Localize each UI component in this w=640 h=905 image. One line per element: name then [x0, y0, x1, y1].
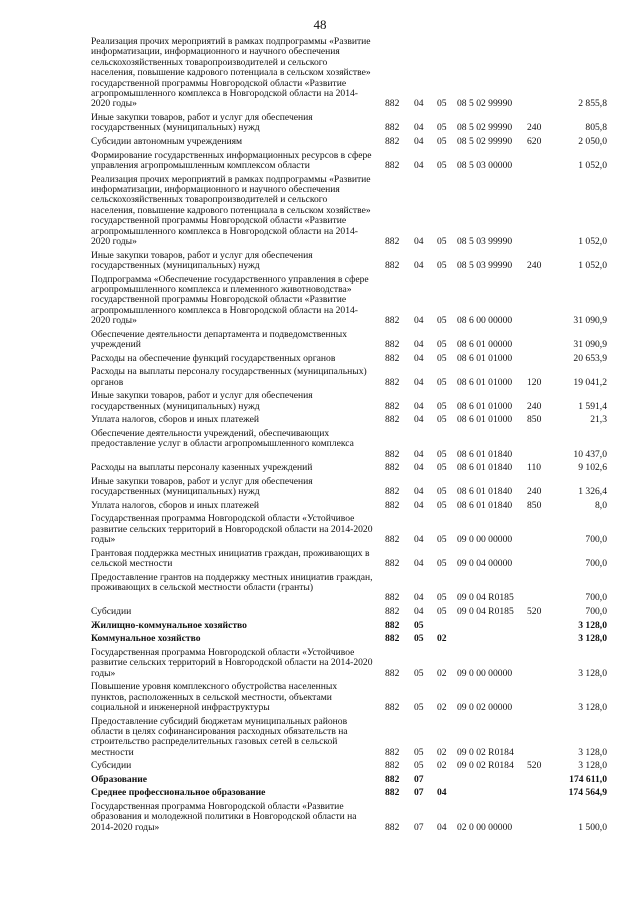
row-target-article: 08 6 01 01840 [457, 499, 513, 511]
row-section-code: 05 [414, 619, 424, 631]
table-row [0, 501, 640, 511]
table-row [0, 477, 640, 498]
row-section-code: 04 [414, 235, 424, 247]
row-expense-type: 240 [527, 486, 542, 498]
row-subsection-code: 02 [437, 701, 447, 713]
row-target-article: 08 5 02 99990 [457, 122, 513, 134]
row-description: Грантовая поддержка местных инициатив граждан, проживающих в сельской местности [91, 547, 370, 570]
table-row [0, 761, 640, 771]
row-description: Формирование государственных информационных ресурсов в сфере управления агропромышленным комплексом области [91, 149, 372, 171]
row-amount: 1 052,0 [578, 259, 607, 271]
row-description: Обеспечение деятельности департамента и подведомственных учреждений [91, 328, 348, 351]
row-amount: 3 128,0 [578, 667, 607, 679]
row-target-article: 09 0 02 R0184 [457, 760, 514, 772]
row-description: Государственная программа Новгородской области «Устойчивое развитие сельских территорий в Новгородской области на 2014-2020 годы» [91, 513, 373, 546]
row-target-article: 08 6 01 01840 [457, 462, 513, 474]
row-section-code: 04 [414, 400, 424, 412]
row-description: Подпрограмма «Обеспечение государственного управления в сфере агропромышленного комплекса и племенного животноводства» государственной программы Новгородской области «Развитие агропромышленного комплекса в Новгородской области на 2014-2020 годы» [91, 273, 369, 327]
row-amount: 2 050,0 [578, 135, 607, 147]
row-department-code: 882 [385, 667, 400, 679]
row-description: Субсидии [91, 760, 132, 772]
row-target-article: 08 6 01 01840 [457, 448, 513, 460]
row-department-code: 882 [385, 558, 400, 570]
row-department-code: 882 [385, 448, 400, 460]
row-section-code: 04 [414, 376, 424, 388]
row-subsection-code: 05 [437, 235, 447, 247]
row-description: Предоставление грантов на поддержку местных инициатив граждан, проживающих в сельской местности области (гранты) [91, 571, 373, 594]
row-subsection-code: 05 [437, 606, 447, 618]
row-expense-type: 850 [527, 499, 542, 511]
row-amount: 9 102,6 [578, 462, 607, 474]
row-section-code: 04 [414, 352, 424, 364]
row-department-code: 882 [385, 821, 400, 833]
table-row [0, 573, 640, 604]
row-description: Среднее профессиональное образование [91, 787, 266, 799]
row-subsection-code: 05 [437, 558, 447, 570]
table-row [0, 775, 640, 785]
row-description: Расходы на выплаты персоналу казенных учреждений [91, 462, 313, 474]
row-department-code: 882 [385, 135, 400, 147]
row-subsection-code: 05 [437, 352, 447, 364]
row-section-code: 04 [414, 414, 424, 426]
row-amount: 8,0 [595, 499, 607, 511]
row-amount: 31 090,9 [573, 339, 607, 351]
row-amount: 21,3 [590, 414, 607, 426]
row-amount: 19 041,2 [573, 376, 607, 388]
row-department-code: 882 [385, 462, 400, 474]
row-section-code: 05 [414, 633, 424, 645]
table-row [0, 175, 640, 248]
row-amount: 805,8 [585, 122, 607, 134]
table-row [0, 717, 640, 759]
budget-table [0, 37, 640, 836]
row-amount: 700,0 [585, 534, 607, 546]
row-target-article: 08 6 01 01000 [457, 400, 513, 412]
table-row [0, 514, 640, 545]
row-section-code: 04 [414, 135, 424, 147]
row-subsection-code: 05 [437, 414, 447, 426]
table-row [0, 802, 640, 833]
table-row [0, 330, 640, 351]
row-department-code: 882 [385, 315, 400, 327]
row-expense-type: 620 [527, 135, 542, 147]
row-section-code: 05 [414, 701, 424, 713]
row-amount: 3 128,0 [578, 760, 607, 772]
row-description: Расходы на обеспечение функций государственных органов [91, 352, 336, 364]
row-target-article: 02 0 00 00000 [457, 821, 513, 833]
row-section-code: 04 [414, 592, 424, 604]
row-department-code: 882 [385, 259, 400, 271]
row-subsection-code: 05 [437, 499, 447, 511]
table-row [0, 788, 640, 798]
row-amount: 174 611,0 [569, 773, 607, 785]
row-subsection-code: 05 [437, 400, 447, 412]
row-section-code: 05 [414, 667, 424, 679]
row-subsection-code: 05 [437, 259, 447, 271]
row-expense-type: 240 [527, 122, 542, 134]
table-row [0, 354, 640, 364]
row-amount: 2 855,8 [578, 98, 607, 110]
row-description: Иные закупки товаров, работ и услуг для обеспечения государственных (муниципальных) нужд [91, 475, 313, 498]
row-amount: 3 128,0 [578, 701, 607, 713]
row-department-code: 882 [385, 633, 400, 645]
row-department-code: 882 [385, 352, 400, 364]
table-row [0, 151, 640, 172]
row-subsection-code: 05 [437, 486, 447, 498]
table-row [0, 621, 640, 631]
row-expense-type: 110 [527, 462, 542, 474]
row-amount: 3 128,0 [578, 619, 607, 631]
row-target-article: 08 6 01 01000 [457, 414, 513, 426]
row-expense-type: 850 [527, 414, 542, 426]
table-row [0, 113, 640, 134]
row-target-article: 09 0 02 00000 [457, 701, 513, 713]
row-department-code: 882 [385, 499, 400, 511]
row-subsection-code: 05 [437, 159, 447, 171]
row-section-code: 04 [414, 159, 424, 171]
row-description: Расходы на выплаты персоналу государственных (муниципальных) органов [91, 366, 367, 388]
row-section-code: 04 [414, 448, 424, 460]
row-amount: 1 052,0 [578, 159, 607, 171]
row-department-code: 882 [385, 122, 400, 134]
row-section-code: 04 [414, 486, 424, 498]
row-subsection-code: 05 [437, 135, 447, 147]
row-expense-type: 120 [527, 376, 542, 388]
row-subsection-code: 05 [437, 339, 447, 351]
row-target-article: 09 0 02 R0184 [457, 746, 514, 758]
row-section-code: 04 [414, 339, 424, 351]
row-target-article: 09 0 04 00000 [457, 558, 513, 570]
row-expense-type: 240 [527, 400, 542, 412]
row-description: Иные закупки товаров, работ и услуг для обеспечения государственных (муниципальных) нужд [91, 249, 313, 271]
row-description: Государственная программа Новгородской области «Развитие образования и молодежной политики в Новгородской области на 2014-2020 годы» [91, 801, 357, 833]
row-section-code: 04 [414, 315, 424, 327]
row-section-code: 04 [414, 606, 424, 618]
row-amount: 1 052,0 [578, 235, 607, 247]
row-subsection-code: 05 [437, 534, 447, 546]
row-amount: 1 326,4 [578, 486, 607, 498]
row-description: Иные закупки товаров, работ и услуг для обеспечения государственных (муниципальных) нужд [91, 111, 313, 134]
row-target-article: 09 0 00 00000 [457, 667, 513, 679]
row-subsection-code: 05 [437, 448, 447, 460]
table-row [0, 367, 640, 388]
row-department-code: 882 [385, 787, 400, 799]
row-section-code: 05 [414, 746, 424, 758]
table-row [0, 634, 640, 644]
row-description: Реализация прочих мероприятий в рамках подпрограммы «Развитие информатизации, информационного и научного обеспечения сельскохозяйственных товаропроизводителей и сельского населения, повышение кадрового потенциала в сельском хозяйстве» государственной программы Новгородской области «Развитие агропромышленного комплекса в Новгородской области на 2014-2020 годы» [91, 36, 371, 110]
page-number: 48 [313, 17, 327, 32]
row-description: Повышение уровня комплексного обустройства населенных пунктов, расположенных в сельской местности, объектами социальной и инженерной инфраструктуры [91, 681, 338, 713]
row-amount: 10 437,0 [573, 448, 607, 460]
row-target-article: 08 5 03 99990 [457, 235, 513, 247]
row-department-code: 882 [385, 486, 400, 498]
row-description: Обеспечение деятельности учреждений, обеспечивающих предоставление услуг в области агропромышленного комплекса [91, 427, 354, 450]
table-row [0, 648, 640, 679]
row-expense-type: 520 [527, 606, 542, 618]
row-department-code: 882 [385, 235, 400, 247]
row-section-code: 04 [414, 98, 424, 110]
row-section-code: 04 [414, 122, 424, 134]
row-subsection-code: 04 [437, 787, 447, 799]
row-subsection-code: 05 [437, 462, 447, 474]
row-description: Субсидии [91, 606, 132, 618]
table-row [0, 607, 640, 617]
row-section-code: 04 [414, 462, 424, 474]
row-section-code: 04 [414, 534, 424, 546]
row-description: Уплата налогов, сборов и иных платежей [91, 499, 260, 511]
table-row [0, 251, 640, 272]
table-row [0, 549, 640, 570]
row-section-code: 04 [414, 499, 424, 511]
row-department-code: 882 [385, 159, 400, 171]
row-amount: 1 500,0 [578, 821, 607, 833]
row-department-code: 882 [385, 619, 400, 631]
table-row [0, 682, 640, 713]
row-amount: 1 591,4 [578, 400, 607, 412]
row-subsection-code: 04 [437, 821, 447, 833]
row-target-article: 08 6 01 01840 [457, 486, 513, 498]
row-department-code: 882 [385, 592, 400, 604]
row-department-code: 882 [385, 760, 400, 772]
row-target-article: 09 0 04 R0185 [457, 606, 514, 618]
row-description: Коммунальное хозяйство [91, 633, 201, 645]
row-description: Иные закупки товаров, работ и услуг для обеспечения государственных (муниципальных) нужд [91, 390, 313, 412]
row-department-code: 882 [385, 773, 400, 785]
table-row [0, 137, 640, 147]
row-target-article: 08 6 01 00000 [457, 339, 513, 351]
row-subsection-code: 05 [437, 122, 447, 134]
row-amount: 3 128,0 [578, 746, 607, 758]
row-target-article: 08 6 01 01000 [457, 352, 513, 364]
table-row [0, 275, 640, 327]
row-section-code: 07 [414, 821, 424, 833]
row-amount: 174 564,9 [568, 787, 607, 799]
row-target-article: 08 6 01 01000 [457, 376, 513, 388]
row-department-code: 882 [385, 606, 400, 618]
table-row [0, 37, 640, 110]
row-subsection-code: 05 [437, 592, 447, 604]
table-row [0, 429, 640, 460]
row-amount: 700,0 [585, 558, 607, 570]
row-department-code: 882 [385, 98, 400, 110]
row-subsection-code: 02 [437, 746, 447, 758]
row-amount: 20 653,9 [573, 352, 607, 364]
row-department-code: 882 [385, 701, 400, 713]
row-description: Государственная программа Новгородской области «Устойчивое развитие сельских территорий в Новгородской области на 2014-2020 годы» [91, 646, 373, 679]
table-row [0, 391, 640, 412]
row-section-code: 07 [414, 773, 424, 785]
row-amount: 3 128,0 [578, 633, 607, 645]
row-target-article: 08 5 03 99990 [457, 259, 513, 271]
row-department-code: 882 [385, 746, 400, 758]
row-department-code: 882 [385, 414, 400, 426]
row-section-code: 07 [414, 787, 424, 799]
row-subsection-code: 05 [437, 315, 447, 327]
row-target-article: 08 5 02 99990 [457, 135, 513, 147]
row-expense-type: 240 [527, 259, 542, 271]
row-section-code: 05 [414, 760, 424, 772]
row-subsection-code: 05 [437, 98, 447, 110]
row-subsection-code: 02 [437, 633, 447, 645]
row-department-code: 882 [385, 339, 400, 351]
row-target-article: 08 5 02 99990 [457, 98, 513, 110]
row-target-article: 09 0 04 R0185 [457, 592, 514, 604]
table-row [0, 463, 640, 473]
row-expense-type: 520 [527, 760, 542, 772]
row-subsection-code: 02 [437, 667, 447, 679]
row-description: Реализация прочих мероприятий в рамках подпрограммы «Развитие информатизации, информационного и научного обеспечения сельскохозяйственных товаропроизводителей и сельского населения, повышение кадрового потенциала в сельском хозяйстве» государственной программы Новгородской области «Развитие агропромышленного комплекса в Новгородской области на 2014-2020 годы» [91, 173, 371, 247]
row-description: Жилищно-коммунальное хозяйство [91, 619, 247, 631]
row-target-article: 08 5 03 00000 [457, 159, 513, 171]
table-row [0, 415, 640, 425]
row-description: Субсидии автономным учреждениям [91, 135, 243, 147]
row-subsection-code: 05 [437, 376, 447, 388]
row-department-code: 882 [385, 376, 400, 388]
row-target-article: 09 0 00 00000 [457, 534, 513, 546]
row-description: Образование [91, 773, 148, 785]
row-target-article: 08 6 00 00000 [457, 315, 513, 327]
row-amount: 31 090,9 [573, 315, 607, 327]
row-section-code: 04 [414, 259, 424, 271]
row-amount: 700,0 [585, 606, 607, 618]
row-department-code: 882 [385, 400, 400, 412]
row-description: Уплата налогов, сборов и иных платежей [91, 414, 260, 426]
row-section-code: 04 [414, 558, 424, 570]
row-description: Предоставление субсидий бюджетам муниципальных районов области в целях софинансирования расходных обязательств на строительство распределительных газовых сетей в сельской местности [91, 715, 348, 758]
row-subsection-code: 02 [437, 760, 447, 772]
row-amount: 700,0 [585, 592, 607, 604]
row-department-code: 882 [385, 534, 400, 546]
